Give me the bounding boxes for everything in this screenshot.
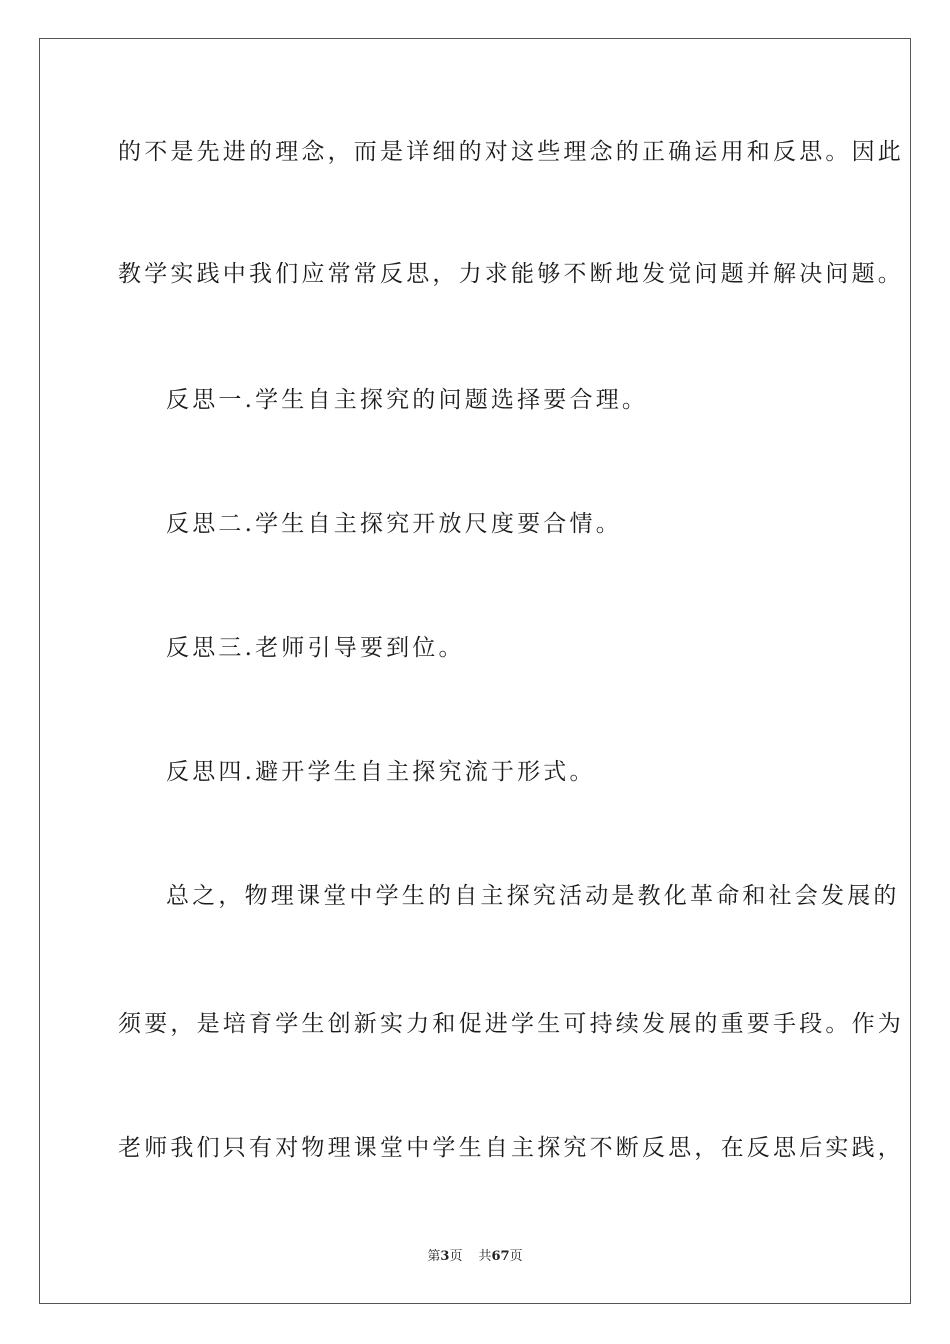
page-footer (0, 1248, 950, 1266)
body-line-9: 老师我们只有对物理课堂中学生自主探究不断反思，在反思后实践， (118, 1135, 904, 1161)
body-line-5: 反思三.老师引导要到位。 (166, 635, 465, 661)
body-line-1: 的不是先进的理念，而是详细的对这些理念的正确运用和反思。因此 (118, 139, 904, 165)
total-prefix: 共 (478, 1249, 492, 1264)
total-suffix: 页 (509, 1249, 523, 1264)
body-line-7: 总之，物理课堂中学生的自主探究活动是教化革命和社会发展的 (166, 883, 900, 909)
page-number: 3 (440, 1249, 450, 1264)
page-suffix: 页 (449, 1249, 463, 1264)
body-line-6: 反思四.避开学生自主探究流于形式。 (166, 759, 596, 785)
page-prefix: 第 (427, 1249, 441, 1264)
body-line-8: 须要，是培育学生创新实力和促进学生可持续发展的重要手段。作为 (118, 1011, 904, 1037)
body-line-2: 教学实践中我们应常常反思，力求能够不断地发觉问题并解决问题。 (118, 261, 904, 287)
total-pages: 67 (491, 1249, 510, 1264)
page-border (39, 38, 911, 1304)
body-line-4: 反思二.学生自主探究开放尺度要合情。 (166, 511, 622, 537)
body-line-3: 反思一.学生自主探究的问题选择要合理。 (166, 387, 649, 413)
